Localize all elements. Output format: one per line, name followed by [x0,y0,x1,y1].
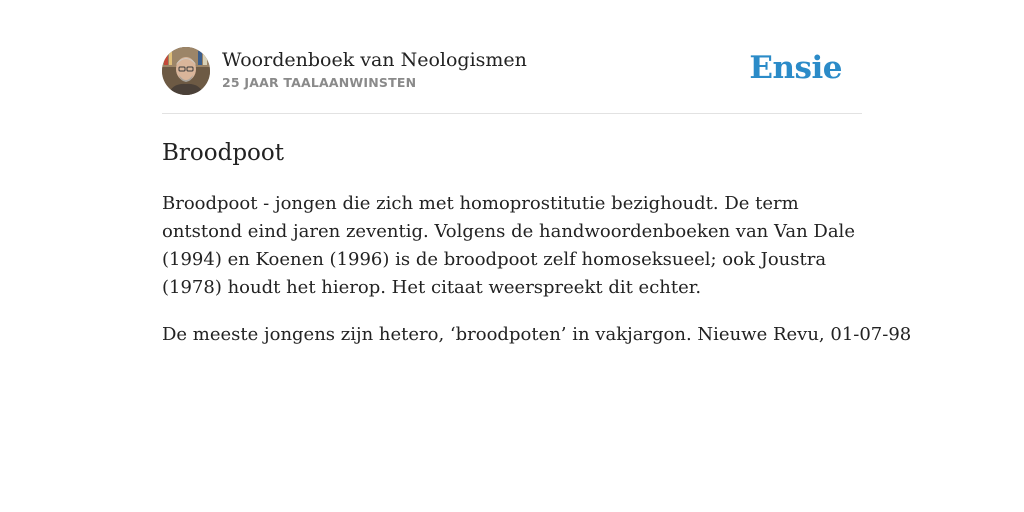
author-name[interactable]: Woordenboek van Neologismen [222,49,527,71]
entry-definition: Broodpoot - jongen die zich met homoprostitutie bezighoudt. De term ontstond eind jaren zeventig. Volgens de handwoordenboeken van Van Dale (1994) en Koenen (1996) is de broodpoot zelf homoseksueel; ook Joustra (1978) houdt het hierop. Het citaat weerspreekt dit echter. [162,193,855,298]
author-avatar[interactable] [162,47,210,95]
header-divider [162,113,862,114]
card-header [162,46,862,96]
author-info [222,50,527,92]
entry-card [162,46,912,349]
brand-logo[interactable]: Ensie [749,50,842,86]
author-photo-icon [162,47,210,95]
author-subtitle: 25 JAAR TAALAANWINSTEN [222,75,417,90]
entry-quote: De meeste jongens zijn hetero, ‘broodpoten’ in vakjargon. Nieuwe Revu, 01-07-98 [162,324,912,345]
entry-title: Broodpoot [162,140,284,166]
